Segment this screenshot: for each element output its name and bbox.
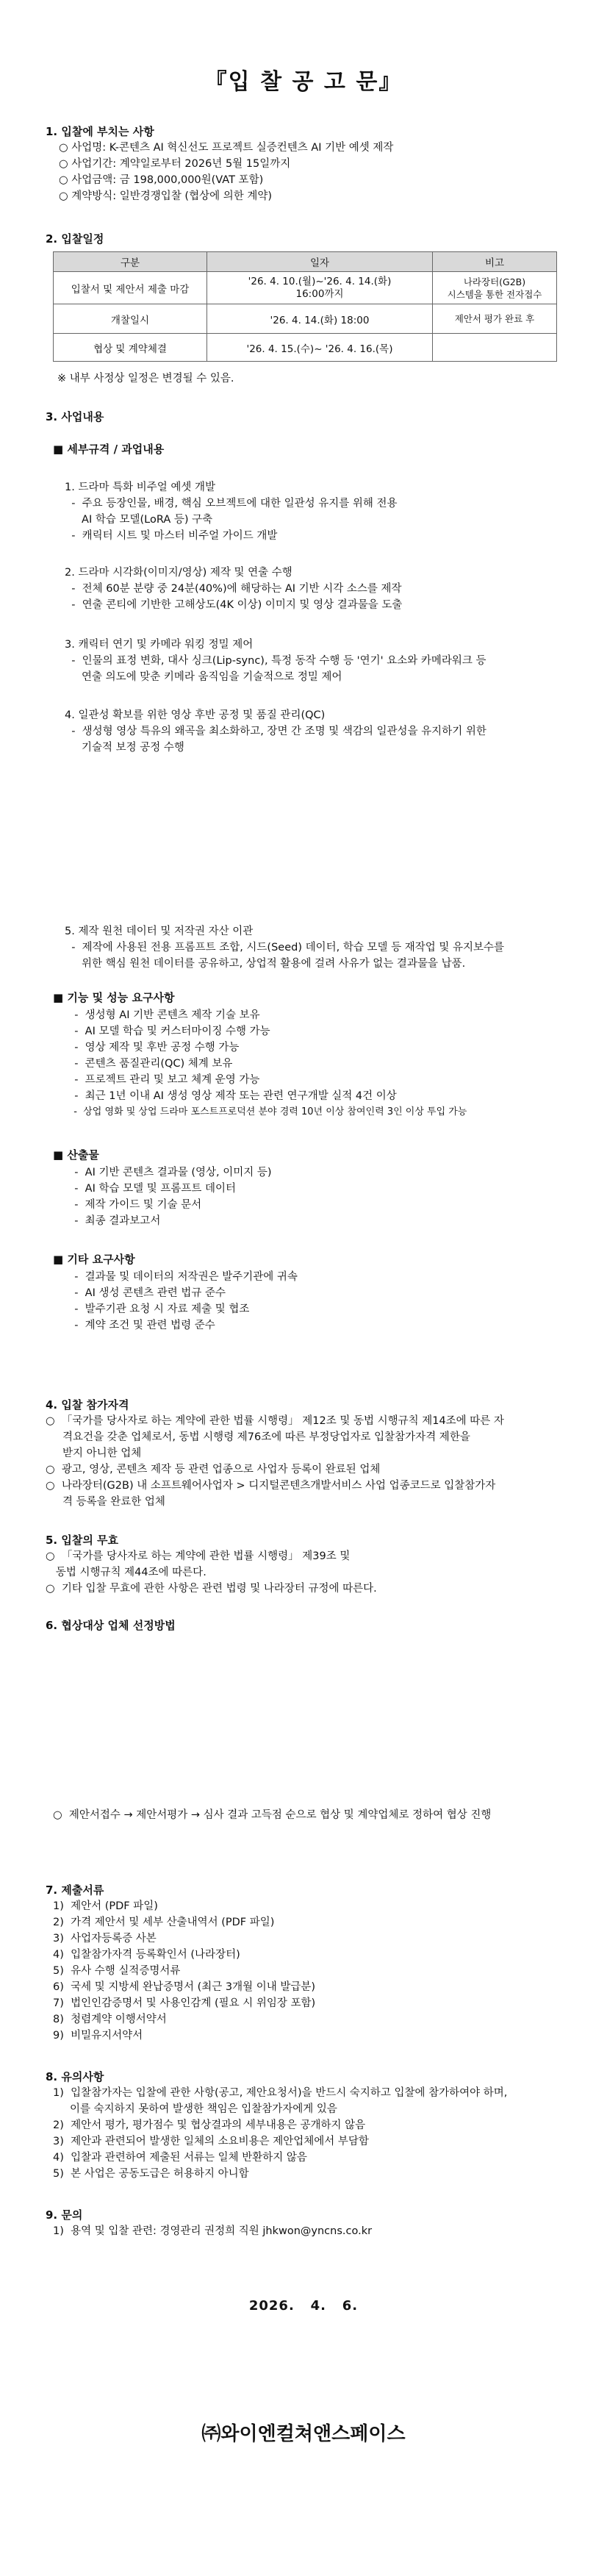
- s7-item: 8) 청렴계약 이행서약서: [53, 2014, 167, 2025]
- s1-item-2: ○ 사업기간: 계약일로부터 2026년 5월 15일까지: [59, 158, 291, 170]
- etc-item: - 발주기관 요청 시 자료 제출 및 협조: [68, 1303, 250, 1315]
- task-5-line: - 제작에 사용된 전용 프롬프트 조합, 시드(Seed) 데이터, 학습 모델 등 재작업 및 유지보수를: [65, 942, 504, 954]
- s7-item: 3) 사업자등록증 사본: [53, 1933, 157, 1944]
- requirement-item: - AI 모델 학습 및 커스터마이징 수행 가능: [68, 1026, 270, 1037]
- s8-item: 1) 입찰참가자는 입찰에 관한 사항(공고, 제안요청서)을 반드시 숙지하고 입찰에 참가하여야 하며,: [53, 2087, 508, 2099]
- section-7-heading: 7. 제출서류: [46, 1883, 104, 1897]
- company-name: ㈜와이엔컬쳐앤스페이스: [201, 2423, 406, 2445]
- etc-item: - 계약 조건 및 관련 법령 준수: [68, 1320, 215, 1331]
- subheading-outputs: ■ 산출물: [53, 1148, 99, 1162]
- s8-item: 5) 본 사업은 공동도급은 허용하지 아니함: [53, 2168, 249, 2180]
- requirement-item: - 영상 제작 및 후반 공정 수행 가능: [68, 1042, 240, 1053]
- s7-item: 7) 법인인감증명서 및 사용인감계 (필요 시 위임장 포함): [53, 1997, 316, 2009]
- output-item: - 최종 결과보고서: [68, 1215, 161, 1227]
- schedule-table: [53, 251, 557, 362]
- s4-item: 격요건을 갖춘 업체로서, 동법 시행령 제76조에 따른 부정당업자로 입찰참가자격 제한을: [46, 1431, 470, 1443]
- schedule-row: [54, 272, 557, 304]
- schedule-header-cell: 구분: [54, 252, 207, 272]
- section-6-heading: 6. 협상대상 업체 선정방법: [46, 1619, 176, 1632]
- s6-item: ○ 제안서접수 → 제안서평가 → 심사 결과 고득점 순으로 협상 및 계약업체로 정하여 협상 진행: [53, 1809, 492, 1821]
- schedule-cell: '26. 4. 10.(월)~'26. 4. 14.(화) 16:00까지: [207, 272, 433, 304]
- s8-item: 3) 제안과 관련되어 발생한 일체의 소요비용은 제안업체에서 부담함: [53, 2136, 369, 2147]
- s4-item: 받지 아니한 업체: [46, 1448, 142, 1459]
- s7-item: 6) 국세 및 지방세 완납증명서 (최근 3개월 이내 발급분): [53, 1981, 316, 1993]
- task-1-line: AI 학습 모델(LoRA 등) 구축: [65, 514, 213, 526]
- schedule-row: [54, 334, 557, 362]
- schedule-cell: 제안서 평가 완료 후: [433, 304, 557, 334]
- s4-item: ○ 「국가를 당사자로 하는 계약에 관한 법률 시행령」 제12조 및 동법 시행규칙 제14조에 따른 자: [46, 1415, 504, 1427]
- subheading-requirements: ■ 기능 및 성능 요구사항: [53, 991, 175, 1004]
- section-1-heading: 1. 입찰에 부치는 사항: [46, 125, 154, 138]
- s7-item: 5) 유사 수행 실적증명서류: [53, 1965, 181, 1977]
- task-2-title: 2. 드라마 시각화(이미지/영상) 제작 및 연출 수행: [65, 567, 292, 579]
- s4-item: ○ 광고, 영상, 콘텐츠 제작 등 관련 업종으로 사업자 등록이 완료된 업체: [46, 1464, 381, 1475]
- task-2-line: - 전체 60분 분량 중 24분(40%)에 해당하는 AI 기반 시각 소스를 제작: [65, 583, 402, 595]
- s9-item: 1) 용역 및 입찰 관련: 경영관리 권정희 직원 jhkwon@yncns.co.kr: [53, 2225, 373, 2237]
- s1-item-3: ○ 사업금액: 금 198,000,000원(VAT 포함): [59, 174, 264, 186]
- s7-item: 2) 가격 제안서 및 세부 산출내역서 (PDF 파일): [53, 1917, 275, 1928]
- section-3-heading: 3. 사업내용: [46, 410, 104, 423]
- s8-item: 이를 숙지하지 못하여 발생한 책임은 입찰참가자에게 있음: [53, 2103, 337, 2115]
- schedule-cell: '26. 4. 14.(화) 18:00: [207, 304, 433, 334]
- requirement-item: - 콘텐츠 품질관리(QC) 체계 보유: [68, 1058, 233, 1070]
- schedule-cell: '26. 4. 15.(수)~ '26. 4. 16.(목): [207, 334, 433, 362]
- schedule-cell: 개찰일시: [54, 304, 207, 334]
- s1-item-4: ○ 계약방식: 일반경쟁입찰 (협상에 의한 계약): [59, 190, 273, 202]
- s5-item: ○ 기타 입찰 무효에 관한 사항은 관련 법령 및 나라장터 규정에 따른다.: [46, 1583, 377, 1595]
- s7-item: 1) 제안서 (PDF 파일): [53, 1900, 158, 1912]
- schedule-header-row: [54, 252, 557, 272]
- task-2-line: - 연출 콘티에 기반한 고해상도(4K 이상) 이미지 및 영상 결과물을 도출: [65, 599, 403, 611]
- schedule-cell: [433, 334, 557, 362]
- task-5-line: 위한 핵심 원천 데이터를 공유하고, 상업적 활용에 걸려 사유가 없는 결과물을 납품.: [65, 958, 466, 970]
- s1-item-1: ○ 사업명: K-콘텐츠 AI 혁신선도 프로젝트 실증컨텐츠 AI 기반 예셋 제작: [59, 142, 394, 154]
- schedule-header-cell: 비고: [433, 252, 557, 272]
- s8-item: 4) 입찰과 관련하여 제출된 서류는 일체 반환하지 않음: [53, 2152, 307, 2164]
- etc-item: - 결과물 및 데이터의 저작권은 발주기관에 귀속: [68, 1271, 298, 1283]
- schedule-header-cell: 일자: [207, 252, 433, 272]
- output-item: - AI 학습 모델 및 프롬프트 데이터: [68, 1183, 236, 1195]
- section-2-heading: 2. 입찰일정: [46, 232, 104, 246]
- etc-item: - AI 생성 콘텐츠 관련 법규 준수: [68, 1287, 226, 1299]
- page-title: 『입 찰 공 고 문』: [204, 69, 403, 95]
- task-1-line: - 주요 등장인물, 배경, 핵심 오브젝트에 대한 일관성 유지를 위해 전용: [65, 498, 398, 509]
- task-5-title: 5. 제작 원천 데이터 및 저작권 자산 이관: [65, 926, 254, 937]
- task-4-title: 4. 일관성 확보를 위한 영상 후반 공정 및 품질 관리(QC): [65, 709, 326, 721]
- section-5-heading: 5. 입찰의 무효: [46, 1534, 119, 1547]
- output-item: - AI 기반 콘텐츠 결과물 (영상, 이미지 등): [68, 1167, 272, 1178]
- task-3-title: 3. 캐릭터 연기 및 카메라 워킹 정밀 제어: [65, 639, 254, 651]
- s5-item: ○ 「국가를 당사자로 하는 계약에 관한 법률 시행령」 제39조 및: [46, 1550, 351, 1562]
- schedule-cell: 입찰서 및 제안서 제출 마감: [54, 272, 207, 304]
- output-item: - 제작 가이드 및 기술 문서: [68, 1199, 202, 1211]
- subheading-etc: ■ 기타 요구사항: [53, 1253, 135, 1266]
- task-1-line: - 캐릭터 시트 및 마스터 비주얼 가이드 개발: [65, 530, 278, 542]
- s7-item: 9) 비밀유지서약서: [53, 2030, 143, 2042]
- task-4-line: - 생성형 영상 특유의 왜곡을 최소화하고, 장면 간 조명 및 색감의 일관성을 유지하기 위한: [65, 726, 486, 737]
- requirement-item: - 상업 영화 및 상업 드라마 포스트프로덕션 분야 경력 10년 이상 참여인력 3인 이상 투입 가능: [68, 1106, 467, 1117]
- schedule-note: ※ 내부 사정상 일정은 변경될 수 있음.: [57, 373, 234, 384]
- task-3-line: - 인물의 표정 변화, 대사 싱크(Lip-sync), 특정 동작 수행 등 '연기' 요소와 카메라워크 등: [65, 655, 486, 667]
- schedule-row: [54, 304, 557, 334]
- subheading-spec: ■ 세부규격 / 과업내용: [53, 443, 165, 456]
- task-4-line: 기술적 보정 공정 수행: [65, 742, 184, 754]
- task-1-title: 1. 드라마 특화 비주얼 예셋 개발: [65, 482, 215, 493]
- requirement-item: - 생성형 AI 기반 콘텐츠 제작 기술 보유: [68, 1009, 260, 1021]
- section-9-heading: 9. 문의: [46, 2208, 83, 2222]
- announcement-date: 2026. 4. 6.: [248, 2298, 359, 2314]
- s7-item: 4) 입찰참가자격 등록확인서 (나라장터): [53, 1949, 240, 1961]
- task-3-line: 연출 의도에 맞춘 키메라 움직임을 기술적으로 정밀 제어: [65, 671, 342, 683]
- s8-item: 2) 제안서 평가, 평가점수 및 협상결과의 세부내용은 공개하지 않음: [53, 2119, 366, 2131]
- schedule-cell: 나라장터(G2B) 시스템을 통한 전자접수: [433, 272, 557, 304]
- section-4-heading: 4. 입찰 참가자격: [46, 1398, 129, 1412]
- schedule-cell: 협상 및 계약체결: [54, 334, 207, 362]
- requirement-item: - 프로젝트 관리 및 보고 체계 운영 가능: [68, 1074, 260, 1086]
- s5-item: 동법 시행규칙 제44조에 따른다.: [46, 1567, 206, 1578]
- requirement-item: - 최근 1년 이내 AI 생성 영상 제작 또는 관련 연구개발 실적 4건 이상: [68, 1090, 397, 1102]
- s4-item: 격 등록을 완료한 업체: [46, 1496, 165, 1508]
- s4-item: ○ 나라장터(G2B) 내 소프트웨어사업자 > 디지털콘텐츠개발서비스 사업 업종코드로 입찰참가자: [46, 1480, 496, 1492]
- section-8-heading: 8. 유의사항: [46, 2070, 104, 2083]
